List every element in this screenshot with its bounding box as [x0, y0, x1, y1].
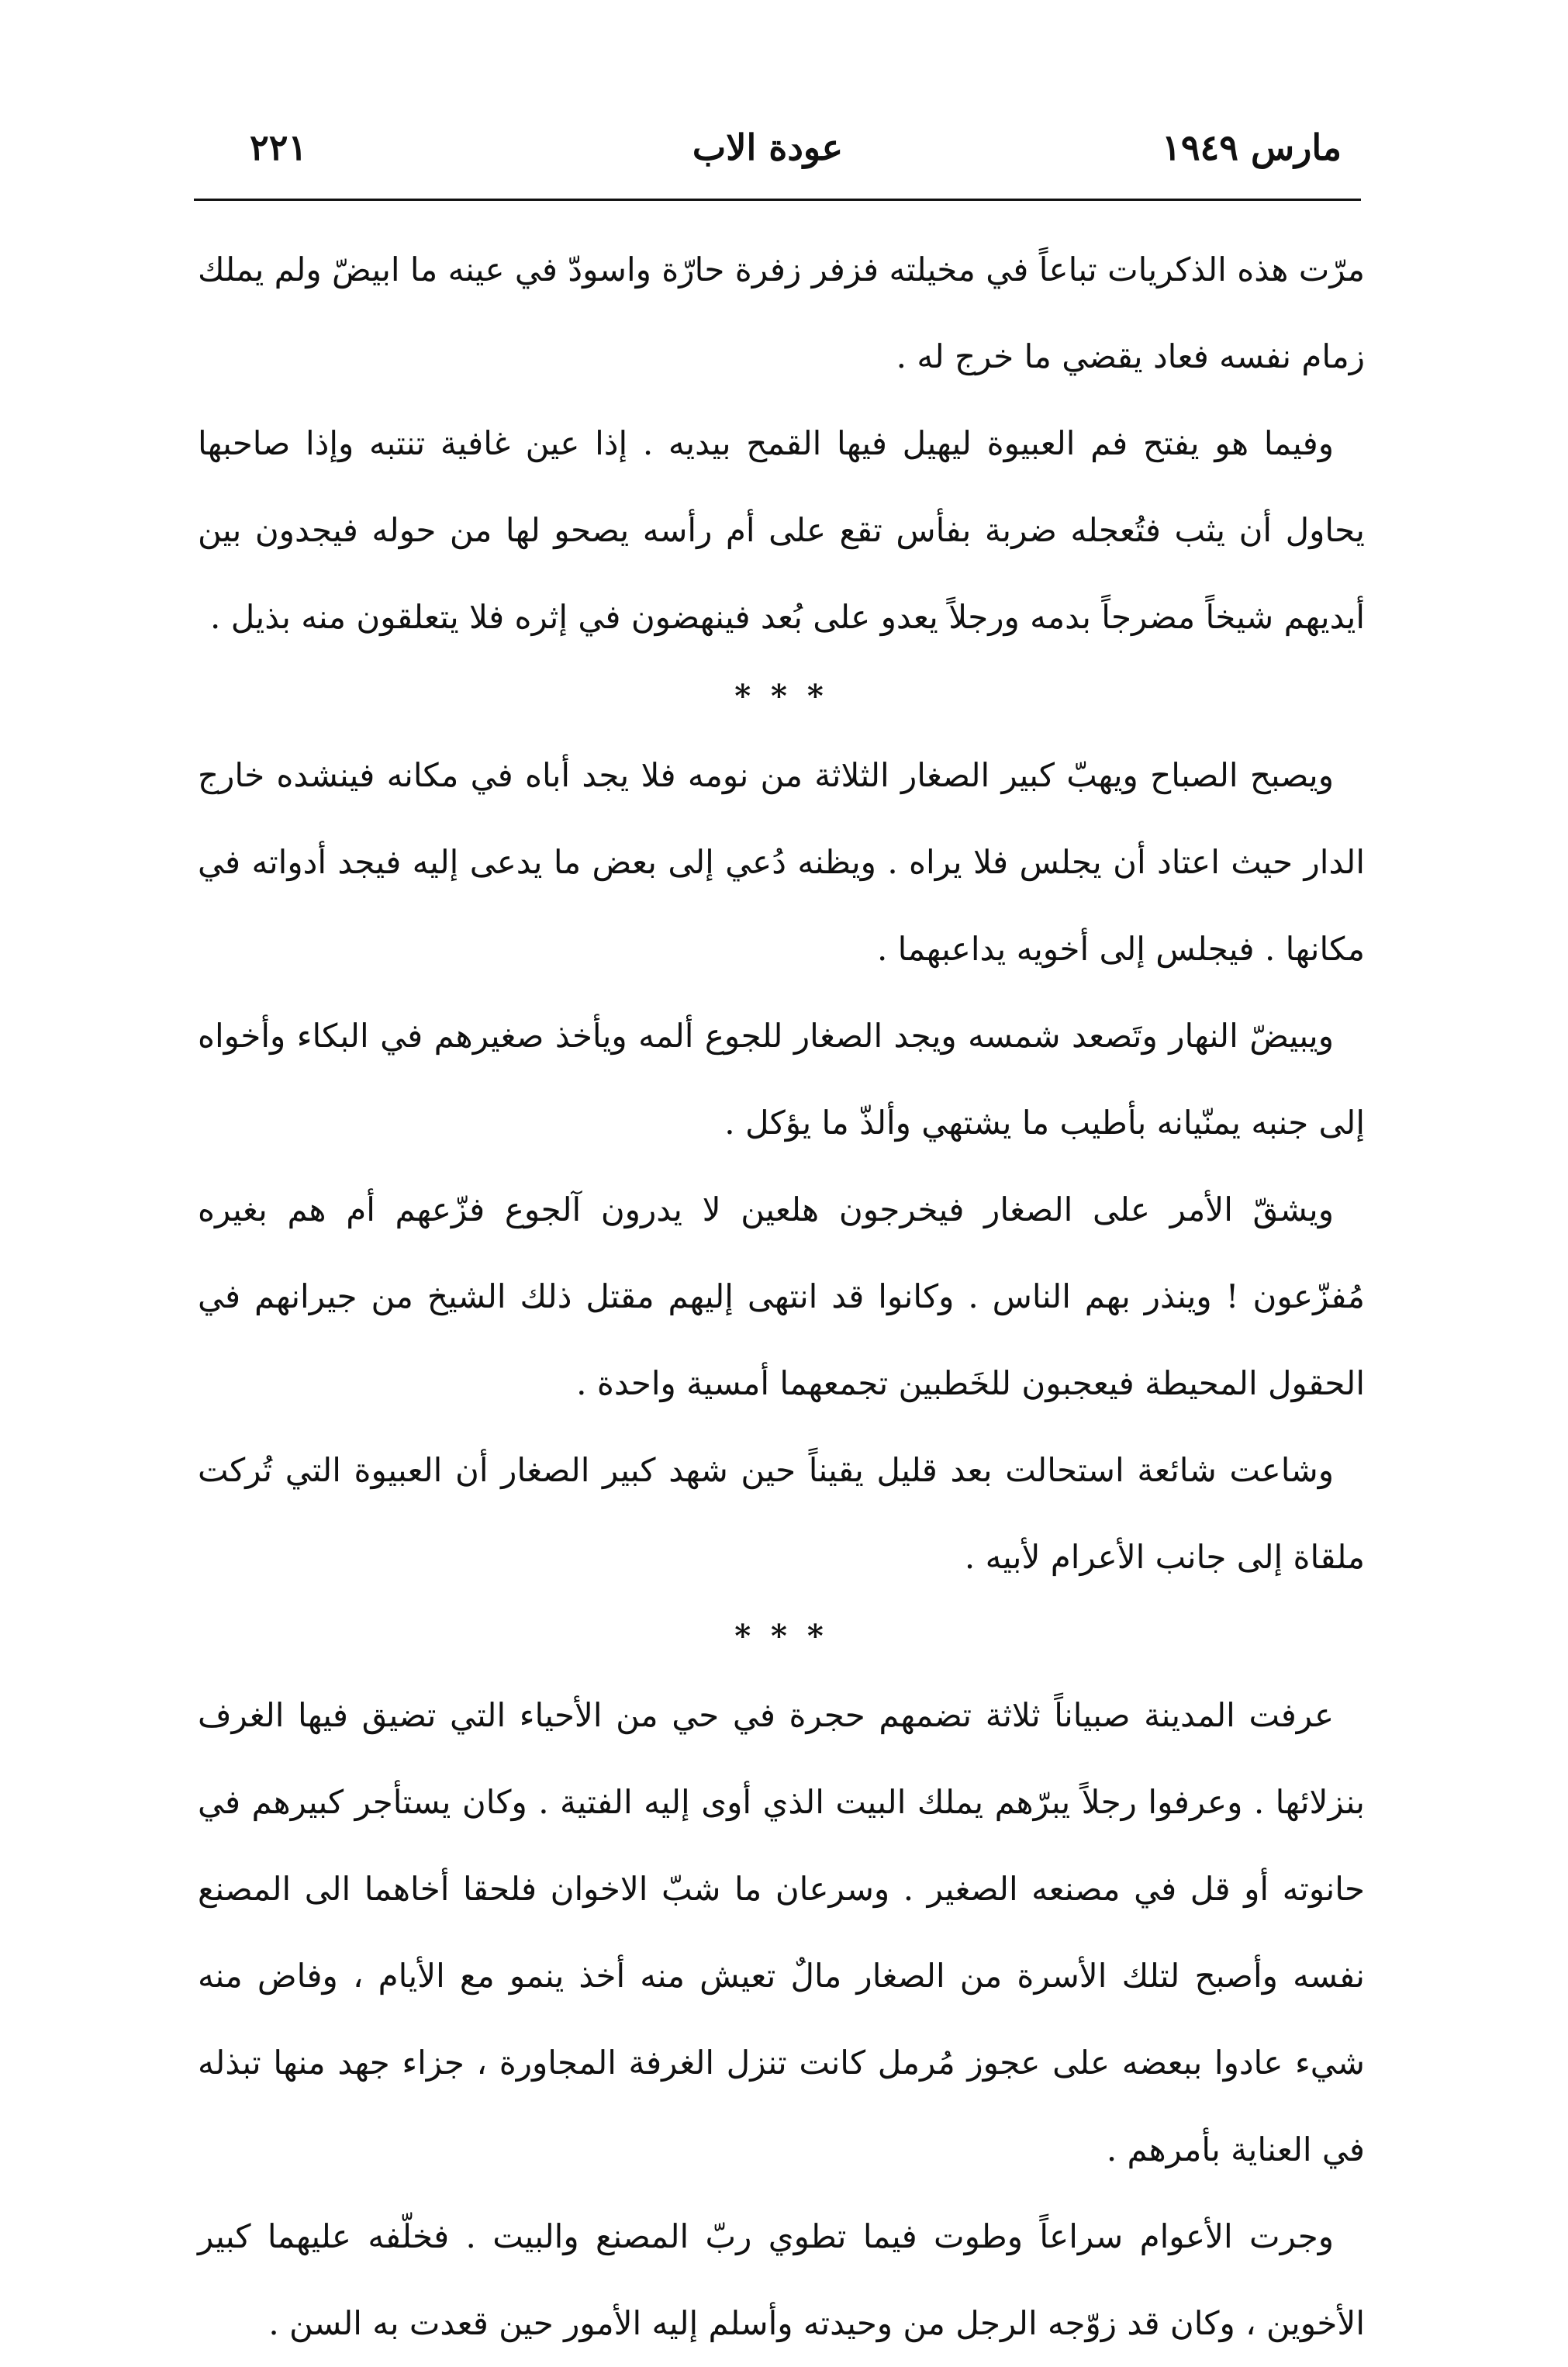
- issue-date: مارس ١٩٤٩: [1162, 126, 1342, 168]
- paragraph: وجرت الأعوام سراعاً وطوت فيما تطوي ربّ المصنع والبيت . فخلّفه عليهما كبير الأخوين ، وكان قد زوّجه الرجل من وحيدته وأسلم إليه الأمور حين قعدت به السن .: [198, 2217, 1365, 2342]
- paragraph: ويبيضّ النهار وتَصعد شمسه ويجد الصغار للجوع ألمه ويأخذ صغيرهم في البكاء وأخواه إلى جنبه يمنّيانه بأطيب ما يشتهي وألذّ ما يؤكل .: [198, 1017, 1365, 1142]
- article-body: [198, 226, 1365, 2367]
- paragraph: وفيما هو يفتح فم العبيوة ليهيل فيها القمح بيديه . إذا عين غافية تنتبه وإذا صاحبها يحاول أن يثب فتُعجله ضربة بفأس تقع على أم رأسه يصحو لها من حوله فيجدون بين أيديهم شيخاً مضرجاً بدمه ورجلاً يعدو على بُعد فينهضون في إثره فلا يتعلقون منه بذيل .: [198, 424, 1365, 636]
- page-number: ٢٢١: [250, 126, 308, 168]
- section-separator: * * *: [734, 678, 828, 714]
- paragraph: ويشقّ الأمر على الصغار فيخرجون هلعين لا يدرون آلجوع فزّعهم أم هم بغيره مُفزّعون ! وينذر بهم الناس . وكانوا قد انتهى إليهم مقتل ذلك الشيخ من جيرانهم في الحقول المحيطة فيعجبون للخَطبين تجمعهما أمسية واحدة .: [198, 1190, 1365, 1402]
- paragraph: ويصبح الصباح ويهبّ كبير الصغار الثلاثة من نومه فلا يجد أباه في مكانه فينشده خارج الدار حيث اعتاد أن يجلس فلا يراه . ويظنه دُعي إلى بعض ما يدعى إليه فيجد أدواته في مكانها . فيجلس إلى أخويه يداعبهما .: [198, 756, 1365, 968]
- page-header: [194, 116, 1342, 178]
- running-title: عودة الاب: [692, 126, 844, 168]
- header-rule: [194, 199, 1361, 201]
- paragraph: مرّت هذه الذكريات تباعاً في مخيلته فزفر زفرة حارّة واسودّ في عينه ما ابيضّ ولم يملك زمام نفسه فعاد يقضي ما خرج له .: [198, 251, 1365, 375]
- paragraph: وشاعت شائعة استحالت بعد قليل يقيناً حين شهد كبير الصغار أن العبيوة التي تُركت ملقاة إلى جانب الأعرام لأبيه .: [198, 1451, 1365, 1576]
- paragraph: عرفت المدينة صبياناً ثلاثة تضمهم حجرة في حي من الأحياء التي تضيق فيها الغرف بنزلائها . وعرفوا رجلاً يبرّهم يملك البيت الذي أوى إليه الفتية . وكان يستأجر كبيرهم في حانوته أو قل في مصنعه الصغير . وسرعان ما شبّ الاخوان فلحقا أخاهما الى المصنع نفسه وأصبح لتلك الأسرة من الصغار مالٌ تعيش منه أخذ ينمو مع الأيام ، وفاض منه شيء عادوا ببعضه على عجوز مُرمل كانت تنزل الغرفة المجاورة ، جزاء جهد منها تبذله في العناية بأمرهم .: [198, 1696, 1365, 2168]
- section-separator: * * *: [734, 1618, 828, 1654]
